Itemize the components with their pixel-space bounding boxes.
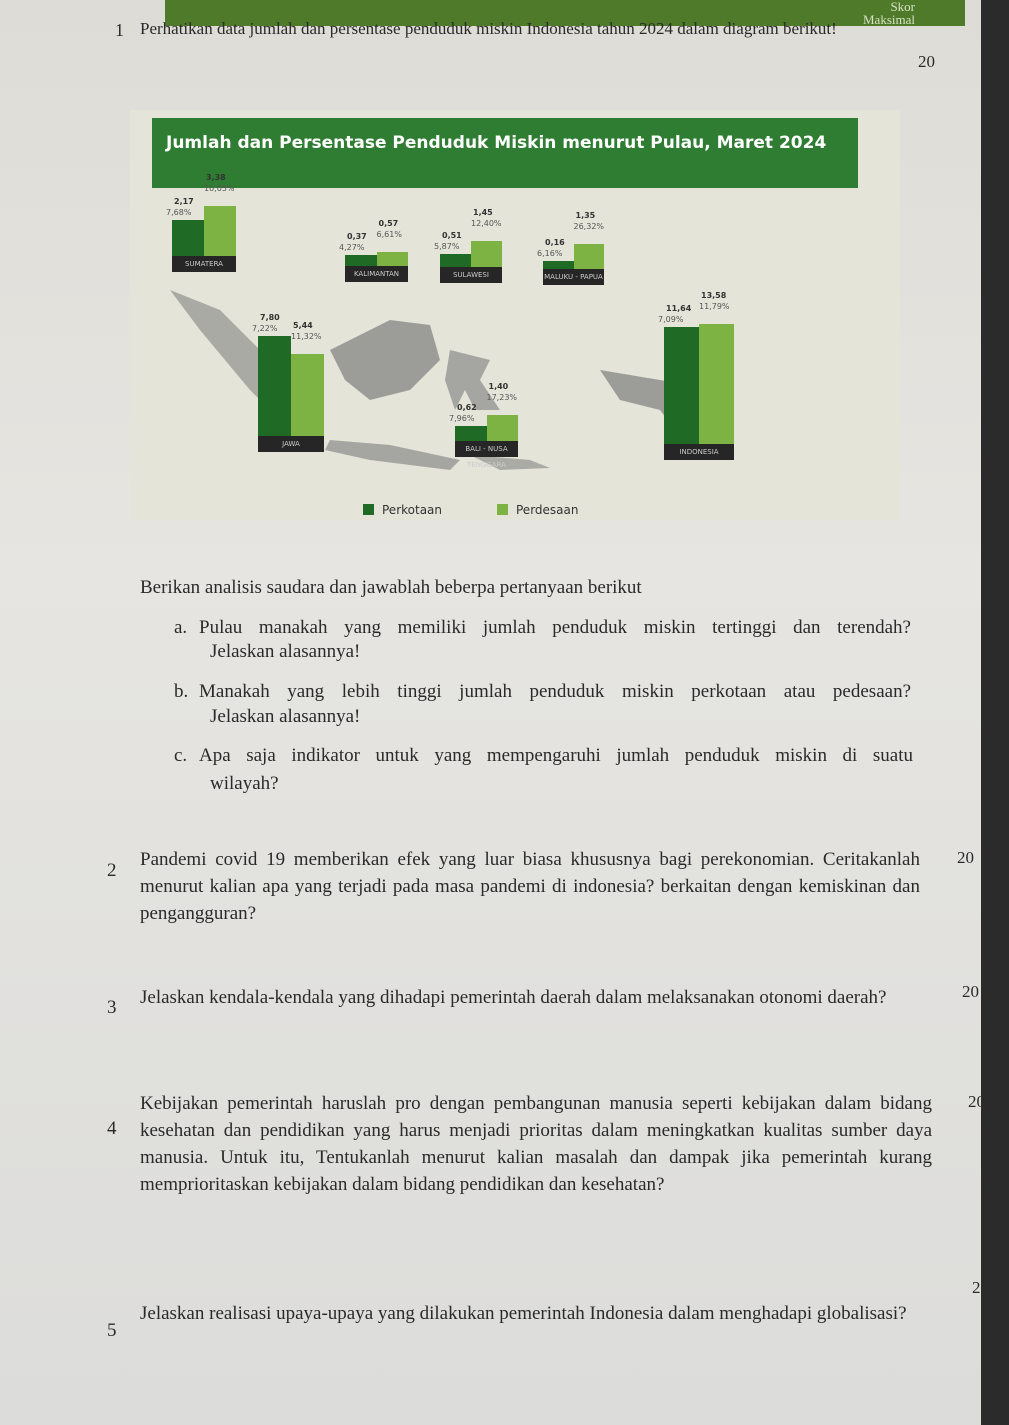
region-label: SUMATERA [172,256,236,272]
legend-perkotaan: Perkotaan [363,503,442,517]
item-c-text: Apa saja indikator untuk yang mempengaruhi jumlah penduduk miskin di suatu [199,745,913,766]
poverty-chart [130,110,900,520]
region-label: KALIMANTAN [345,266,408,282]
question-5-text: Jelaskan realisasi upaya-upaya yang dilakukan pemerintah Indonesia dalam menghadapi globalisasi? [140,1303,907,1324]
perkotaan-bar [172,220,204,256]
perdesaan-value-label: 3,38 [206,173,226,182]
perdesaan-bar [291,354,324,436]
item-a-sub: Jelaskan alasannya! [210,641,361,662]
perkotaan-percent-label: 4,27% [339,242,365,252]
perdesaan-bar [699,324,734,444]
perdesaan-bar [471,241,502,267]
question-1-score: 20 [918,52,935,71]
legend-perdesaan: Perdesaan [497,503,578,517]
region-jawa [252,312,324,452]
perkotaan-value-label: 0,16 [545,237,565,247]
perdesaan-percent-label: 10,05% [204,184,235,193]
item-a-text: Pulau manakah yang memiliki jumlah penduduk miskin tertinggi dan terendah? [199,617,911,638]
perkotaan-percent-label: 6,16% [537,248,563,258]
perkotaan-value-label: 11,64 [666,304,692,314]
item-a-label: a. [174,617,188,638]
region-label: SULAWESI [440,267,502,283]
question-1-text: Perhatikan data jumlah dan persentase penduduk miskin Indonesia tahun 2024 dalam diagram berikut! [140,19,837,38]
question-number: 5 [107,1320,117,1341]
region-label: MALUKU - PAPUA [543,269,604,285]
perkotaan-percent-label: 7,68% [166,207,192,217]
perdesaan-value-label: 1,40 [488,382,509,392]
perdesaan-percent-label: 26,32% [573,222,605,232]
perkotaan-percent-label: 7,96% [449,414,475,424]
region-sumatera [166,173,236,272]
region-sulawesi [434,193,502,283]
item-b-text: Manakah yang lebih tinggi jumlah penduduk miskin perkotaan atau pedesaan? [199,681,911,702]
question-number: 3 [107,997,117,1018]
question-4-text: Kebijakan pemerintah haruslah pro dengan pembangunan manusia seperti kebijakan dalam bidang kesehatan dan pendidikan yang harus menjadi prioritas dalam meningkatkan kualitas sumber daya manusia. Untuk itu, Tentukanlah menurut kalian masalah dan dampak jika pemerintah kurang memprioritaskan kebijakan dalam bidang pendidikan dan kesehatan? [140,1093,932,1195]
perkotaan-percent-label: 5,87% [434,241,460,251]
legend-swatch [497,504,508,515]
perkotaan-value-label: 2,17 [174,196,194,206]
perkotaan-bar [543,261,574,269]
perkotaan-bar [664,327,699,444]
perkotaan-value-label: 0,62 [457,403,477,413]
perdesaan-value-label: 1,45 [473,207,493,217]
perdesaan-value-label: 1,35 [575,211,596,221]
item-c-label: c. [174,745,188,766]
question-number: 2 [107,860,117,881]
perkotaan-value-label: 0,37 [347,231,367,241]
perdesaan-bar [487,415,519,441]
perkotaan-percent-label: 7,09% [658,315,684,325]
perkotaan-percent-label: 7,22% [252,324,278,333]
perkotaan-value-label: 0,51 [442,230,462,240]
item-b-label: b. [174,681,189,702]
perdesaan-bar [377,252,409,266]
perkotaan-bar [455,426,487,441]
region-label: INDONESIA [664,444,734,460]
analysis-intro: Berikan analisis saudara dan jawablah beberpa pertanyaan berikut [140,577,642,598]
question-number: 4 [107,1118,117,1139]
region-indonesia [658,291,734,460]
perdesaan-percent-label: 11,32% [291,331,322,341]
screen-edge [981,0,1009,1425]
question-2-text: Pandemi covid 19 memberikan efek yang luar biasa khususnya bagi perekonomian. Ceritakanlah menurut kalian apa yang terjadi pada masa pandemi di indonesia? berkaitan dengan kemiskinan dan pengangguran? [140,849,920,924]
perkotaan-bar [258,336,291,436]
perkotaan-value-label: 7,80 [260,313,280,322]
perdesaan-bar [574,244,605,269]
score-header: Skor Maksimal [863,0,915,27]
perdesaan-bar [204,206,236,256]
perdesaan-value-label: 13,58 [701,291,727,300]
question-number: 1 [115,20,124,40]
perdesaan-percent-label: 11,79% [699,302,730,311]
item-c-sub: wilayah? [210,773,279,794]
perkotaan-bar [440,254,471,267]
item-b-sub: Jelaskan alasannya! [210,706,361,727]
perkotaan-bar [345,255,377,266]
question-3-score: 20 [962,982,979,1001]
perdesaan-percent-label: 6,61% [376,230,402,240]
perdesaan-value-label: 5,44 [293,320,313,330]
region-kalimantan [339,192,408,282]
region-label: BALI - NUSA TENGGARA [455,441,518,457]
question-3-text: Jelaskan kendala-kendala yang dihadapi pemerintah daerah dalam melaksanakan otonomi daerah? [140,987,887,1008]
region-label: JAWA [258,436,324,452]
question-2-score: 20 [957,848,974,867]
perdesaan-percent-label: 17,23% [486,393,518,403]
region-bali-nusa-tenggara [449,367,518,469]
question-4-score: 20 [968,1092,985,1111]
perdesaan-percent-label: 12,40% [471,218,502,228]
region-maluku-papua [537,195,605,285]
chart-title: Jumlah dan Persentase Penduduk Miskin menurut Pulau, Maret 2024 [152,118,858,188]
legend-swatch [363,504,374,515]
question-5-score: 20 [972,1278,989,1297]
perdesaan-value-label: 0,57 [378,219,399,229]
